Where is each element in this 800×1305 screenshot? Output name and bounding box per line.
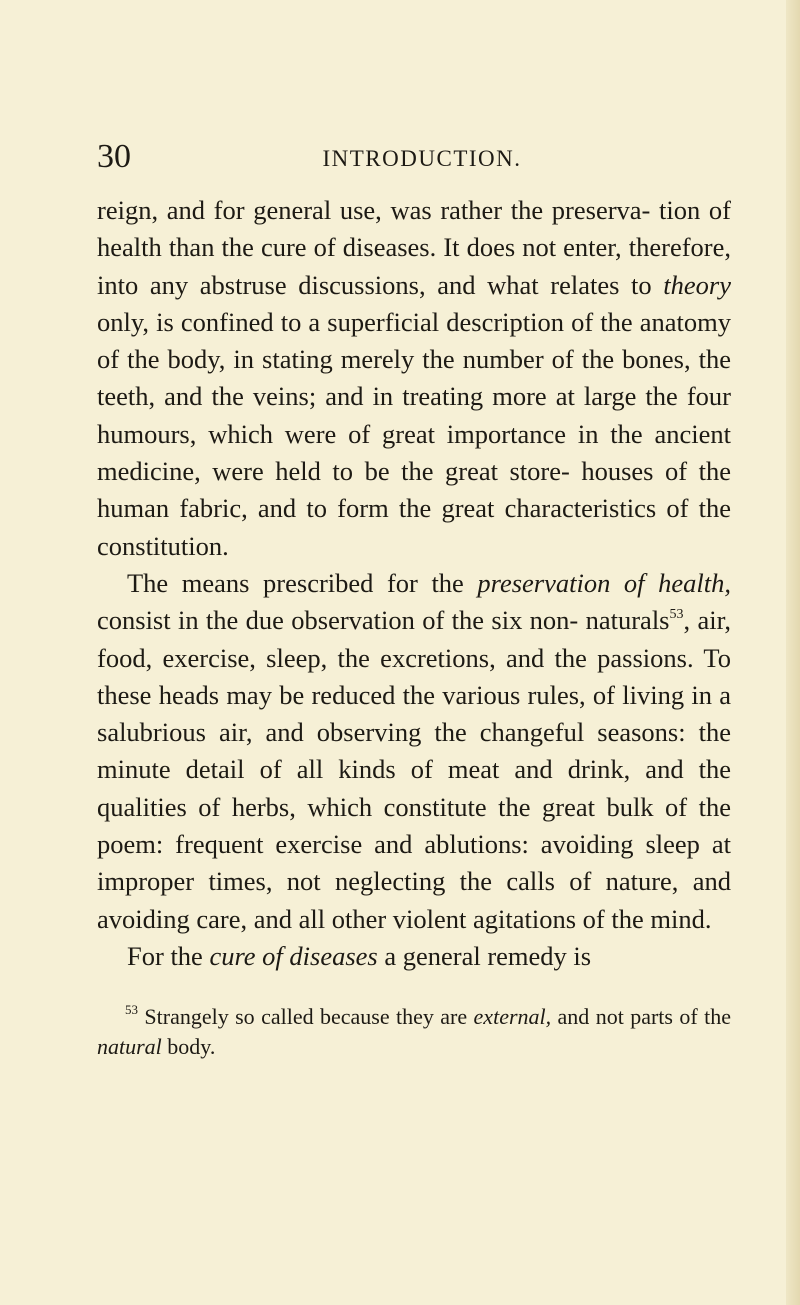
paragraph: The means prescribed for the preservation of health, consist in the due observation of the six non- naturals$^{53}$, air, food, exercise, sleep, the excretions, and the passions. To these heads may be reduced the various rules, of living in a salubrious air, and observing the changeful seasons: the minute detail of all kinds of meat and drink, and the qualities of herbs, which constitute the great bulk of the poem: frequent exercise and ablutions: avoiding sleep at improper times, not neglecting the calls of nature, and avoiding care, and all other violent agitations of the mind.: [97, 567, 731, 934]
running-head: INTRODUCTION.: [322, 146, 522, 171]
page-edge: [786, 0, 800, 1305]
paragraph: For the cure of diseases a general remedy is: [127, 940, 592, 971]
footnote-ref[interactable]: 53: [669, 607, 684, 623]
body-text: [97, 192, 731, 975]
footnote-marker: 53: [125, 1002, 138, 1017]
page-number: 30: [97, 138, 131, 175]
paragraph: reign, and for general use, was rather the preserva- tion of health than the cure of diseases. It does not enter, therefore, into any abstruse discussions, and what relates to theory only, is confined to a superficial description of the anatomy of the body, in stating merely the number of the bones, the teeth, and the veins; and in treating more at large the four humours, which were of great importance in the ancient medicine, were held to be the great store- houses of the human fabric, and to form the great characteristics of the constitution.: [97, 195, 731, 561]
page-header: [97, 137, 727, 177]
footnote: $^{53}$ Strangely so called because they are external, and not parts of the natural body.: [97, 1002, 731, 1059]
